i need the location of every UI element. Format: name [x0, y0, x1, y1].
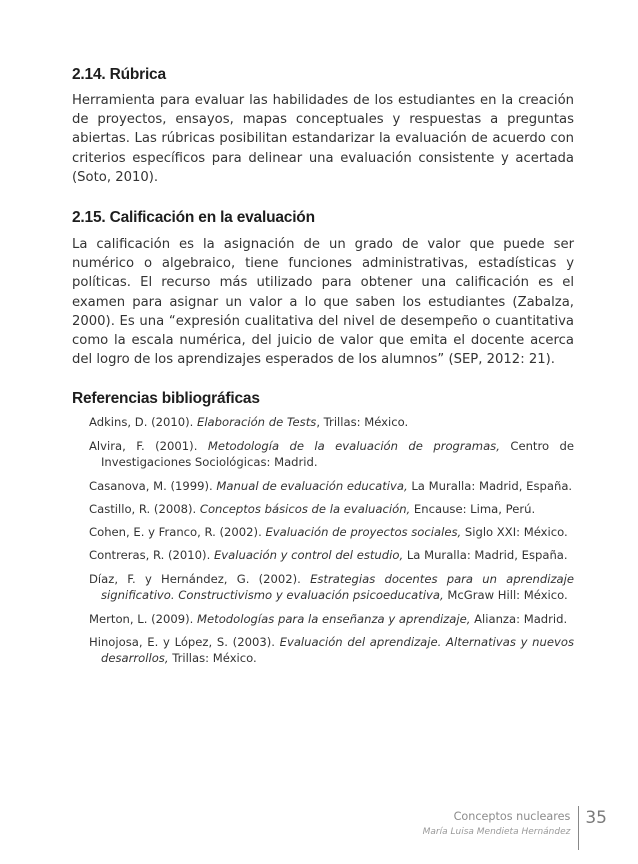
- reference-item: Hinojosa, E. y López, S. (2003). Evaluación del aprendizaje. Alternativas y nuevos desarrollos, Trillas: México.: [89, 634, 575, 666]
- section-body: La calificación es la asignación de un grado de valor que puede ser numérico o algebraico, tiene funciones administrativas, estadísticas y políticas. El recurso más utilizado para obtener una calificación es el examen para asignar un valor a lo que saben los estudiantes (Zabalza, 2000). Es una “expresión cualitativa del nivel de desempeño o cuantitativa como la escala numérica, del juicio de valor que emita el docente acerca del logro de los aprendizajes esperados de los alumnos” (SEP, 2012: 21).: [72, 237, 574, 368]
- reference-item: Cohen, E. y Franco, R. (2002). Evaluación de proyectos sociales, Siglo XXI: México.: [89, 525, 568, 540]
- page-footer: [423, 806, 607, 848]
- footer-author: María Luisa Mendieta Hernández: [422, 827, 571, 837]
- reference-item: Díaz, F. y Hernández, G. (2002). Estrategias docentes para un aprendizaje significativo. Constructivismo y evaluación psicoeducativa, McGraw Hill: México.: [89, 571, 575, 603]
- page-number: 35: [585, 808, 607, 828]
- section-heading: 2.14. Rúbrica: [72, 66, 166, 83]
- reference-item: Casanova, M. (1999). Manual de evaluación educativa, La Muralla: Madrid, España.: [89, 478, 573, 493]
- reference-item: Contreras, R. (2010). Evaluación y control del estudio, La Muralla: Madrid, España.: [89, 548, 568, 563]
- page-content: [72, 66, 574, 674]
- reference-item: Castillo, R. (2008). Conceptos básicos de la evaluación, Encause: Lima, Perú.: [89, 501, 536, 516]
- reference-item: Merton, L. (2009). Metodologías para la enseñanza y aprendizaje, Alianza: Madrid.: [89, 611, 568, 626]
- references-heading: Referencias bibliográficas: [72, 390, 260, 408]
- footer-section-title: Conceptos nucleares: [453, 810, 571, 823]
- section-calificacion: [72, 209, 574, 369]
- reference-item: Adkins, D. (2010). Elaboración de Tests, Trillas: México.: [89, 415, 409, 430]
- reference-item: Alvira, F. (2001). Metodología de la evaluación de programas, Centro de Investigaciones Sociológicas: Madrid.: [89, 438, 575, 470]
- references-list: [72, 414, 574, 666]
- references-section: [72, 390, 574, 666]
- footer-text: [423, 806, 579, 837]
- section-rubrica: [72, 66, 574, 187]
- section-heading: 2.15. Calificación en la evaluación: [72, 209, 315, 227]
- section-body: Herramienta para evaluar las habilidades de los estudiantes en la creación de proyectos, ensayos, mapas conceptuales y respuestas a preguntas abiertas. Las rúbricas posibilitan estandarizar la evaluación de acuerdo con criterios específicos para delinear una evaluación consistente y acertada (Soto, 2010).: [72, 93, 574, 185]
